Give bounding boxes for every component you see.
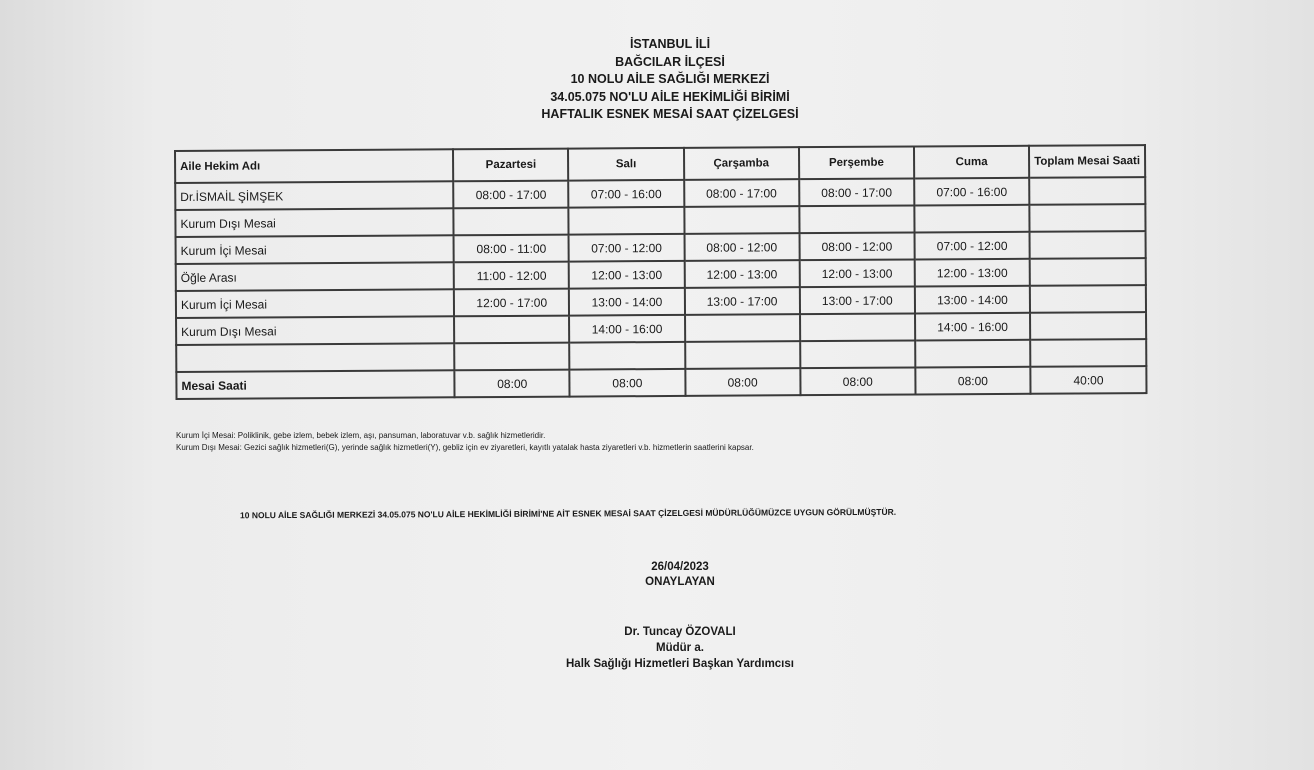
- table-cell: 08:00: [800, 367, 915, 395]
- table-cell: 13:00 - 14:00: [569, 288, 684, 316]
- table-cell: 07:00 - 16:00: [914, 178, 1029, 206]
- table-cell: 40:00: [1030, 366, 1146, 394]
- table-cell: 08:00: [915, 367, 1030, 395]
- table-cell: [1029, 177, 1145, 205]
- table-cell: 12:00 - 13:00: [569, 261, 684, 289]
- table-cell: 11:00 - 12:00: [454, 262, 569, 290]
- table-cell: [1030, 258, 1146, 286]
- table-cell: [684, 206, 799, 234]
- header-unit: 34.05.075 NO'LU AİLE HEKİMLİĞİ BİRİMİ: [550, 89, 790, 104]
- table-cell: [685, 341, 800, 369]
- table-cell: 08:00: [455, 370, 570, 398]
- table-cell: 08:00: [685, 368, 800, 396]
- column-header: Çarşamba: [684, 147, 799, 180]
- table-cell: [800, 313, 915, 341]
- table-cell: [799, 205, 914, 233]
- column-header: Salı: [568, 148, 683, 181]
- approver-label: ONAYLAYAN: [645, 576, 715, 588]
- table-cell: [685, 314, 800, 342]
- table-cell: 08:00: [570, 369, 685, 397]
- table-cell: [914, 205, 1029, 233]
- row-label: Kurum İçi Mesai: [176, 289, 454, 318]
- table-total-row: [176, 366, 1146, 399]
- signatory-title: Halk Sağlığı Hizmetleri Başkan Yardımcısı: [566, 658, 794, 670]
- header-province: İSTANBUL İLİ: [629, 37, 711, 51]
- row-label: [176, 343, 454, 372]
- table-cell: 12:00 - 13:00: [915, 259, 1030, 287]
- table-cell: 08:00 - 17:00: [799, 178, 914, 206]
- row-label: Öğle Arası: [176, 262, 454, 291]
- document-title: HAFTALIK ESNEK MESAİ SAAT ÇİZELGESİ: [541, 107, 799, 121]
- table-cell: [454, 316, 569, 344]
- signatory-role: Müdür a.: [656, 642, 704, 654]
- row-label: Dr.İSMAİL ŞİMŞEK: [175, 181, 453, 210]
- table-cell: [800, 340, 915, 368]
- table-cell: 07:00 - 12:00: [569, 234, 684, 262]
- table-cell: 08:00 - 12:00: [684, 233, 799, 261]
- table-cell: [454, 208, 569, 236]
- column-header: Cuma: [914, 146, 1029, 179]
- table-cell: 07:00 - 12:00: [914, 232, 1029, 260]
- signatory-name: Dr. Tuncay ÖZOVALI: [624, 626, 736, 638]
- table-cell: 13:00 - 17:00: [800, 286, 915, 314]
- table-cell: 12:00 - 13:00: [684, 260, 799, 288]
- footnotes: [176, 430, 1076, 454]
- table-cell: 14:00 - 16:00: [569, 315, 684, 343]
- column-header: Perşembe: [799, 146, 914, 179]
- row-label: Mesai Saati: [176, 370, 454, 399]
- schedule-table: [174, 144, 1148, 400]
- table-cell: 12:00 - 17:00: [454, 289, 569, 317]
- header-district: BAĞCILAR İLÇESİ: [615, 54, 725, 69]
- table-cell: 07:00 - 16:00: [569, 180, 684, 208]
- footnote-external: Kurum Dışı Mesai: Gezici sağlık hizmetleri(G), yerinde sağlık hizmetleri(Y), gebliz için ev ziyaretleri, kayıtlı yatalak hasta ziyaretleri v.b. hizmetlerin saatlerini kapsar.: [176, 443, 754, 452]
- table-cell: [1030, 339, 1146, 367]
- table-cell: 12:00 - 13:00: [799, 259, 914, 287]
- table-cell: 08:00 - 17:00: [684, 179, 799, 207]
- signatory-block: [520, 624, 840, 672]
- header-health-center: 10 NOLU AİLE SAĞLIĞI MERKEZİ: [570, 72, 770, 86]
- table-cell: [570, 342, 685, 370]
- table-cell: [1030, 285, 1146, 313]
- document-header: [420, 36, 920, 124]
- row-label: Kurum İçi Mesai: [176, 235, 454, 264]
- footnote-internal: Kurum İçi Mesai: Poliklinik, gebe izlem, bebek izlem, aşı, pansuman, laboratuvar v.b. sağlık hizmetleridir.: [176, 431, 546, 440]
- table-cell: [1029, 204, 1145, 232]
- row-label: Kurum Dışı Mesai: [175, 208, 453, 237]
- table-cell: 13:00 - 17:00: [684, 287, 799, 315]
- column-header: Pazartesi: [453, 149, 568, 182]
- table-cell: [915, 340, 1030, 368]
- approval-date: 26/04/2023: [651, 561, 709, 573]
- row-label: Kurum Dışı Mesai: [176, 316, 454, 345]
- table-cell: [454, 343, 569, 371]
- approval-date-block: [530, 560, 830, 590]
- table-cell: 14:00 - 16:00: [915, 313, 1030, 341]
- column-header: Toplam Mesai Saati: [1029, 145, 1145, 178]
- column-header: Aile Hekim Adı: [175, 149, 453, 183]
- table-cell: [1030, 231, 1146, 259]
- table-cell: 08:00 - 17:00: [453, 181, 568, 209]
- table-cell: 13:00 - 14:00: [915, 286, 1030, 314]
- table-cell: 08:00 - 12:00: [799, 232, 914, 260]
- table-cell: 08:00 - 11:00: [454, 235, 569, 263]
- table-cell: [569, 207, 684, 235]
- table-cell: [1030, 312, 1146, 340]
- approval-statement: 10 NOLU AİLE SAĞLIĞI MERKEZİ 34.05.075 NO'LU AİLE HEKİMLİĞİ BİRİMİ'NE AİT ESNEK MESAİ SAAT ÇİZELGESİ MÜDÜRLÜĞÜMÜZCE UYGUN GÖRÜLMÜŞTÜR.: [239, 506, 897, 521]
